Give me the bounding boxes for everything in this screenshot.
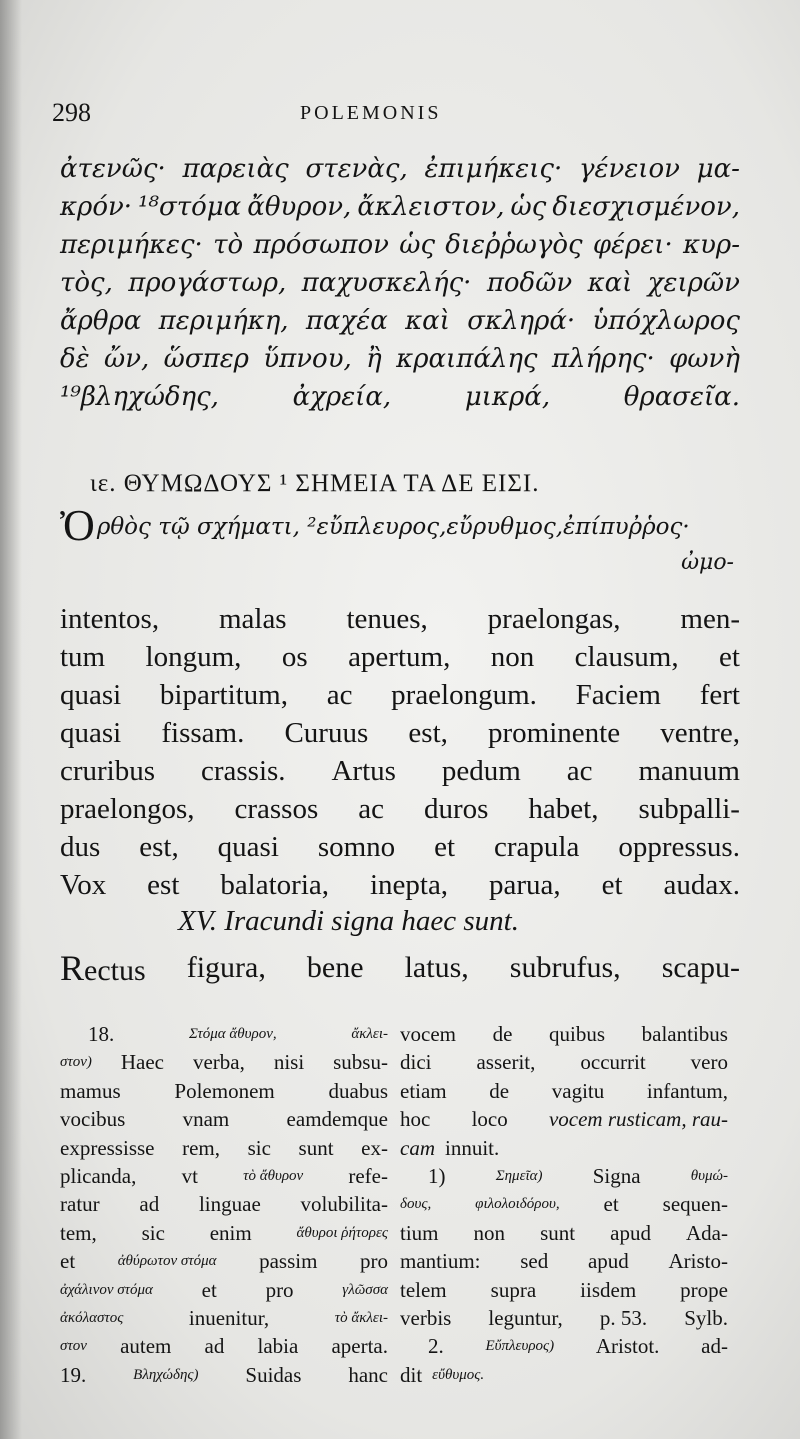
greek-drop-capital: Ὀ — [60, 501, 95, 550]
latin-text-line — [60, 790, 740, 828]
word: φωνὴ — [669, 344, 740, 374]
word: vnam — [182, 1107, 230, 1132]
latin-text-line — [60, 676, 740, 714]
greek-term: Βληχώδης) — [133, 1366, 199, 1383]
word: πλήρης· — [551, 344, 655, 374]
word: ectus — [84, 954, 146, 987]
word: διεσχισμένον, — [552, 192, 740, 222]
word: 18. — [88, 1022, 115, 1046]
word: rem, — [182, 1135, 220, 1160]
greek-term: Σημεῖα) — [495, 1167, 543, 1184]
word: de — [489, 1078, 510, 1103]
greek-term: τὸ ἄκλει- — [334, 1309, 388, 1326]
word: vocem — [400, 1022, 456, 1046]
word: ἢ — [366, 344, 382, 374]
word: enim — [209, 1220, 252, 1245]
footnote-line — [400, 1077, 728, 1105]
word: leguntur, — [488, 1305, 563, 1330]
word: sed — [520, 1249, 549, 1274]
word: et — [603, 1192, 619, 1217]
word: praelongum. — [391, 679, 537, 711]
greek-term: ἄθυροι ῥήτορες — [296, 1224, 388, 1241]
word: σκληρά· — [467, 306, 576, 336]
word: refe- — [348, 1163, 388, 1188]
word: vero — [690, 1050, 728, 1075]
footnote-line — [400, 1276, 728, 1304]
word: audax. — [663, 869, 740, 901]
word: nisi — [273, 1050, 305, 1075]
word: ad — [139, 1192, 160, 1217]
word: tenues, — [346, 603, 428, 635]
footnote-line — [400, 1190, 728, 1218]
word: autem — [120, 1334, 172, 1359]
word: vt — [181, 1163, 198, 1188]
word: asserit, — [476, 1050, 536, 1075]
word: Signa — [592, 1163, 641, 1188]
word: inepta, — [369, 869, 449, 901]
word: ὥσπερ — [163, 344, 249, 374]
word: vagitu — [551, 1078, 605, 1103]
footnotes — [60, 1020, 740, 1410]
word: ἄρθρα — [60, 306, 142, 336]
word: etiam — [400, 1078, 447, 1103]
word: prope — [680, 1277, 728, 1302]
word: balatoria, — [220, 869, 330, 901]
footnote-line — [60, 1134, 388, 1162]
word: μικρά, — [464, 382, 551, 412]
latin-section-heading: XV. Iracundi signa haec sunt. — [178, 905, 519, 937]
footnote-line — [60, 1219, 388, 1247]
word: ὤν, — [104, 344, 150, 374]
first-word — [60, 948, 146, 988]
word: κυρ- — [683, 230, 740, 260]
word: apud — [610, 1220, 651, 1245]
latin-drop-capital: R — [60, 948, 85, 988]
word: tem, — [60, 1220, 97, 1245]
word: ac — [326, 679, 353, 711]
word: oppressus. — [618, 831, 740, 863]
word: sunt — [298, 1135, 334, 1160]
word: longum, — [145, 641, 242, 673]
greek-text-line — [60, 150, 740, 188]
word: duabus — [328, 1078, 388, 1103]
word: παχυσκελής· — [301, 268, 472, 298]
word: iisdem — [580, 1277, 637, 1302]
word: γένειον — [579, 154, 680, 184]
footnote-line — [60, 1332, 388, 1360]
footnote-line — [60, 1304, 388, 1332]
greek-text-line — [60, 302, 740, 340]
word: ad- — [701, 1334, 728, 1359]
word: non — [490, 641, 535, 673]
greek-term: στον — [60, 1338, 87, 1355]
word: pro — [359, 1249, 388, 1274]
footnote-line — [400, 1332, 728, 1360]
word: loco — [471, 1107, 508, 1132]
word: κραιπάλης — [396, 344, 538, 374]
word: innuit. — [445, 1135, 500, 1160]
greek-term: ἄκλει- — [351, 1026, 388, 1042]
word: supra — [490, 1277, 537, 1302]
word: dici — [400, 1050, 432, 1075]
word: Suidas — [245, 1362, 302, 1387]
word: κρόν· — [60, 192, 133, 222]
footnote-line — [60, 1077, 388, 1105]
footnote-line — [60, 1162, 388, 1190]
latin-text-block — [60, 600, 740, 904]
greek-term: θυμώ- — [690, 1167, 728, 1184]
greek-text-line — [60, 378, 740, 416]
word: ποδῶν — [486, 268, 573, 298]
word: ἀχρεία, — [292, 382, 392, 412]
footnotes-left-column — [60, 1020, 388, 1389]
word: 2. — [428, 1334, 444, 1359]
word: quasi — [217, 831, 279, 863]
footnote-line — [400, 1134, 728, 1162]
footnote-line — [60, 1020, 388, 1048]
word: occurrit — [580, 1050, 646, 1075]
word: eamdemque — [286, 1107, 388, 1132]
greek-text-line — [60, 226, 740, 264]
footnote-line — [60, 1276, 388, 1304]
word: quasi — [60, 717, 122, 749]
greek-term: γλῶσσα — [342, 1281, 388, 1298]
word: passim — [259, 1249, 318, 1274]
word: τὸ — [213, 230, 244, 260]
footnotes-right-column — [400, 1020, 728, 1389]
word: ventre, — [660, 717, 740, 749]
word: ratur — [60, 1192, 100, 1217]
word: στενὰς, — [305, 154, 408, 184]
word: ¹⁸στόμα — [138, 192, 242, 222]
word: de — [492, 1022, 513, 1046]
latin-text-line — [60, 714, 740, 752]
word: et — [201, 1277, 217, 1302]
word: telem — [400, 1277, 447, 1302]
greek-term: Εὔπλευρος) — [485, 1338, 555, 1355]
greek-term: τὸ ἄθυρον — [243, 1167, 304, 1184]
word: bene — [306, 951, 364, 984]
word: ex- — [361, 1135, 388, 1160]
word: προγάστωρ, — [128, 268, 287, 298]
word: sunt — [540, 1220, 576, 1245]
latin-text-line — [60, 638, 740, 676]
word: labia — [257, 1334, 299, 1359]
word: verba, — [192, 1050, 245, 1075]
word: ὡς — [399, 230, 436, 260]
footnote-line — [400, 1162, 728, 1190]
word: duros — [423, 793, 489, 825]
word: est — [147, 869, 180, 901]
page-number: 298 — [52, 98, 91, 127]
word: intentos, — [60, 603, 160, 635]
word: καὶ — [405, 306, 450, 336]
word: 19. — [60, 1362, 87, 1387]
word: bipartitum, — [159, 679, 288, 711]
latin-text-line — [60, 866, 740, 904]
word: et — [719, 641, 740, 673]
word: περιμήκη, — [158, 306, 289, 336]
word: inuenitur, — [188, 1305, 270, 1330]
word: 1) — [428, 1163, 446, 1188]
word: praelongos, — [60, 793, 195, 825]
greek-term: φιλολοιδόρου, — [475, 1196, 560, 1213]
word: quibus — [549, 1022, 606, 1046]
word: χειρῶν — [647, 268, 740, 298]
word: Ada- — [685, 1220, 728, 1245]
latin-text-line — [60, 828, 740, 866]
greek-term: ἀθύρωτον στόμα — [117, 1253, 217, 1270]
word: ad — [204, 1334, 225, 1359]
word: infantum, — [646, 1078, 728, 1103]
word: apud — [587, 1249, 629, 1274]
word: Aristo- — [668, 1249, 728, 1274]
footnote-line — [400, 1304, 728, 1332]
word: Faciem — [575, 679, 661, 711]
word: figura, — [186, 951, 266, 984]
word: hoc — [400, 1107, 431, 1132]
greek-text-line — [60, 188, 740, 226]
word: aperta. — [331, 1334, 388, 1359]
word: men- — [680, 603, 740, 635]
word: subsu- — [333, 1050, 388, 1075]
running-head: POLEMONIS — [300, 102, 442, 124]
word: ὑπόχλωρος — [592, 306, 740, 336]
greek-section-heading: ιε. ΘΥΜΩΔΟΥΣ ¹ ΣΗΜΕΙΑ ΤΑ ΔΕ ΕΙΣΙ. — [90, 470, 540, 497]
word: Sylb. — [684, 1305, 728, 1330]
word: somno — [317, 831, 396, 863]
greek-continuation: ὠμο- — [681, 550, 734, 575]
greek-text-line — [60, 340, 740, 378]
word: ἄθυρον, — [247, 192, 352, 222]
word: παχέα — [305, 306, 388, 336]
word: volubilita- — [300, 1192, 388, 1217]
word: crassos — [234, 793, 319, 825]
page-gutter-shadow — [0, 0, 22, 1439]
word: mantium: — [400, 1249, 481, 1274]
footnote-line — [400, 1020, 728, 1048]
word: balantibus — [641, 1022, 728, 1046]
greek-text-line — [60, 264, 740, 302]
word: fissam. — [161, 717, 245, 749]
word: et — [601, 869, 623, 901]
word: subrufus, — [509, 951, 621, 984]
word: linguae — [198, 1192, 261, 1217]
latin-text-line — [60, 600, 740, 638]
footnote-line — [400, 1048, 728, 1076]
word: verbis — [400, 1305, 452, 1330]
word: plicanda, — [60, 1163, 137, 1188]
word: Artus — [331, 755, 396, 787]
word: crassis. — [200, 755, 286, 787]
word: Polemonem — [174, 1078, 275, 1103]
greek-section-opening — [60, 500, 740, 580]
word: ἄκλειστον, — [357, 192, 505, 222]
word: est, — [408, 717, 448, 749]
word: Curuus — [284, 717, 369, 749]
word: fert — [699, 679, 740, 711]
greek-term: Στόμα ἄθυρον, — [188, 1026, 277, 1042]
greek-term: στον) — [60, 1054, 92, 1071]
word: Haec — [120, 1050, 165, 1075]
word: διεῤῥωγὸς — [445, 230, 583, 260]
word: φέρει· — [592, 230, 673, 260]
latin-section-first-line — [60, 948, 740, 988]
word: vocem rusticam, rau- — [548, 1107, 728, 1132]
footnote-line — [60, 1361, 388, 1389]
greek-term: εὔθυμος. — [432, 1366, 485, 1383]
word: manuum — [638, 755, 740, 787]
word: παρειὰς — [182, 154, 289, 184]
word: pedum — [441, 755, 521, 787]
greek-text-block — [60, 150, 740, 416]
word: δὲ — [60, 344, 90, 374]
word: μα- — [696, 154, 740, 184]
word: prominente — [488, 717, 621, 749]
word: dit — [400, 1362, 423, 1387]
word: θρασεῖα. — [623, 382, 740, 412]
word: ἐπιμήκεις· — [424, 154, 563, 184]
word: malas — [218, 603, 287, 635]
word: dus — [60, 831, 101, 863]
word: et — [60, 1249, 76, 1274]
word: ac — [566, 755, 593, 787]
word: p. 53. — [599, 1305, 648, 1330]
greek-term: δους, — [400, 1196, 432, 1213]
word: Vox — [60, 869, 107, 901]
latin-text-line — [60, 752, 740, 790]
word: πρόσωπον — [253, 230, 389, 260]
word: mamus — [60, 1078, 121, 1103]
word: hanc — [348, 1362, 388, 1387]
word: os — [281, 641, 308, 673]
footnote-line — [400, 1361, 728, 1389]
word: sic — [141, 1220, 165, 1245]
word: Aristot. — [595, 1334, 660, 1359]
word: parua, — [489, 869, 561, 901]
word: cruribus — [60, 755, 156, 787]
word: cam — [400, 1135, 435, 1160]
greek-opening-line: ρθὸς τῷ σχήματι, ²εὔπλευρος,εὔρυθμος,ἐπίπυῤῥος· — [96, 514, 690, 540]
word: ¹⁹βληχώδης, — [60, 382, 219, 412]
word: ὕπνου, — [263, 344, 352, 374]
word: ὡς — [510, 192, 547, 222]
word: sequen- — [662, 1192, 728, 1217]
greek-term: ἀκόλαστος — [60, 1309, 124, 1326]
word: subpalli- — [638, 793, 740, 825]
word: τὸς, — [60, 268, 113, 298]
word: περιμήκες· — [60, 230, 203, 260]
footnote-line — [60, 1105, 388, 1133]
word: καὶ — [587, 268, 633, 298]
word: non — [473, 1220, 506, 1245]
word: sic — [247, 1135, 271, 1160]
word: praelongas, — [487, 603, 621, 635]
word: est, — [139, 831, 179, 863]
word: vocibus — [60, 1107, 126, 1132]
word: crapula — [494, 831, 580, 863]
word: scapu- — [661, 951, 740, 984]
word: pro — [265, 1277, 294, 1302]
footnote-line — [400, 1105, 728, 1133]
page-header — [52, 98, 740, 138]
word: clausum, — [574, 641, 679, 673]
word: apertum, — [348, 641, 451, 673]
footnote-line — [60, 1048, 388, 1076]
word: latus, — [404, 951, 469, 984]
footnote-line — [60, 1190, 388, 1218]
word: habet, — [528, 793, 599, 825]
footnote-line — [400, 1219, 728, 1247]
word: quasi — [60, 679, 122, 711]
footnote-line — [400, 1247, 728, 1275]
word: et — [434, 831, 456, 863]
word: ἀτενῶς· — [60, 154, 166, 184]
word: tium — [400, 1220, 439, 1245]
word: expressisse — [60, 1135, 155, 1160]
word: tum — [60, 641, 106, 673]
word: ac — [358, 793, 384, 825]
footnote-line — [60, 1247, 388, 1275]
greek-term: ἀχάλινον στόμα — [60, 1281, 153, 1298]
